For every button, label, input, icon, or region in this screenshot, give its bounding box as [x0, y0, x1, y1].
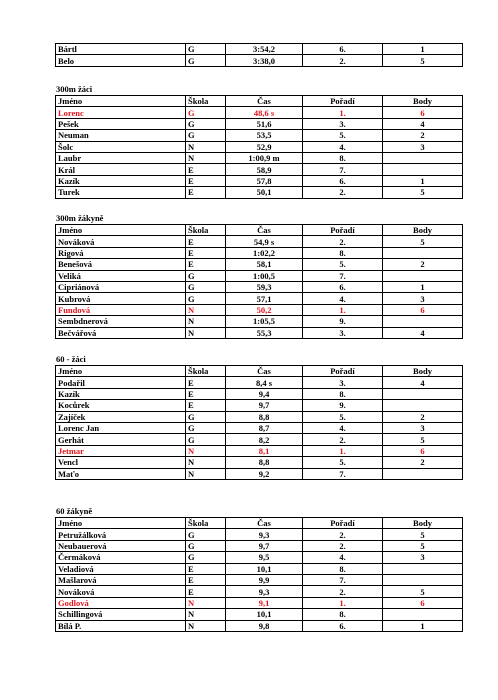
cell-time: 9,3	[226, 586, 303, 597]
cell-name: Sembdnerová	[56, 316, 186, 327]
cell-rank: 8.	[303, 247, 383, 258]
cell-school: E	[186, 388, 226, 399]
cell-time: 1:02,2	[226, 247, 303, 258]
column-header-time: Čas	[226, 518, 303, 529]
cell-rank: 8.	[303, 152, 383, 163]
cell-time: 59,3	[226, 281, 303, 292]
table-row	[56, 247, 463, 258]
section-60m-boys	[55, 353, 463, 480]
cell-school: E	[186, 574, 226, 585]
table-row	[56, 236, 463, 247]
cell-name: Kazík	[56, 175, 186, 186]
column-header-time: Čas	[226, 366, 303, 377]
table-row	[56, 445, 463, 456]
column-header-rank: Pořadí	[303, 518, 383, 529]
cell-rank: 4.	[303, 141, 383, 152]
cell-rank: 7.	[303, 270, 383, 281]
cell-school: N	[186, 304, 226, 315]
section-title: 60 - žáci	[56, 354, 86, 364]
cell-name: Lorenc Jan	[56, 422, 186, 433]
cell-time: 9,7	[226, 540, 303, 551]
table-row	[56, 44, 463, 55]
cell-time: 53,5	[226, 130, 303, 141]
section-title: 60 žákyně	[56, 506, 93, 516]
cell-name: Laubr	[56, 152, 186, 163]
cell-school: N	[186, 316, 226, 327]
table-header-row	[56, 225, 463, 236]
cell-school: G	[186, 44, 226, 55]
column-header-school: Škola	[186, 518, 226, 529]
cell-school: G	[186, 270, 226, 281]
cell-school: N	[186, 327, 226, 338]
cell-name: Neuman	[56, 130, 186, 141]
cell-name: Gerhát	[56, 434, 186, 445]
cell-name: Fundová	[56, 304, 186, 315]
table-row	[56, 316, 463, 327]
cell-points: 6	[383, 445, 463, 456]
cell-rank: 6.	[303, 620, 383, 631]
cell-time: 10,1	[226, 563, 303, 574]
cell-points: 5	[383, 434, 463, 445]
cell-school: E	[186, 586, 226, 597]
cell-points: 6	[383, 304, 463, 315]
results-table	[55, 517, 463, 632]
cell-name: Král	[56, 164, 186, 175]
cell-school: N	[186, 445, 226, 456]
cell-name: Kubrová	[56, 293, 186, 304]
cell-time: 9,8	[226, 620, 303, 631]
cell-name: Bečvářová	[56, 327, 186, 338]
table-header-row	[56, 96, 463, 107]
cell-school: E	[186, 563, 226, 574]
cell-points: 2	[383, 130, 463, 141]
table-row	[56, 107, 463, 118]
column-header-points: Body	[383, 96, 463, 107]
cell-name: Veliká	[56, 270, 186, 281]
column-header-points: Body	[383, 225, 463, 236]
cell-school: N	[186, 597, 226, 608]
table-row	[56, 304, 463, 315]
cell-school: G	[186, 281, 226, 292]
table-row	[56, 540, 463, 551]
cell-time: 8,8	[226, 411, 303, 422]
cell-points	[383, 563, 463, 574]
cell-points	[383, 468, 463, 479]
table-row	[56, 377, 463, 388]
cell-points: 5	[383, 187, 463, 198]
table-row	[56, 552, 463, 563]
column-header-school: Škola	[186, 96, 226, 107]
section-300m-girls	[55, 212, 463, 339]
cell-school: N	[186, 457, 226, 468]
cell-time: 57,1	[226, 293, 303, 304]
cell-points: 3	[383, 422, 463, 433]
cell-points	[383, 574, 463, 585]
cell-rank: 1.	[303, 445, 383, 456]
table-row	[56, 327, 463, 338]
cell-points: 4	[383, 377, 463, 388]
column-header-rank: Pořadí	[303, 225, 383, 236]
cell-rank: 9.	[303, 316, 383, 327]
table-row	[56, 141, 463, 152]
cell-name: Neubauerová	[56, 540, 186, 551]
table-row	[56, 434, 463, 445]
cell-rank: 2.	[303, 540, 383, 551]
cell-rank: 2.	[303, 55, 383, 66]
cell-points: 5	[383, 55, 463, 66]
cell-time: 9,3	[226, 529, 303, 540]
cell-school: G	[186, 130, 226, 141]
section-title: 300m žáci	[56, 84, 93, 94]
results-table	[55, 95, 463, 199]
cell-school: E	[186, 377, 226, 388]
cell-rank: 4.	[303, 293, 383, 304]
cell-points	[383, 164, 463, 175]
cell-time: 50,1	[226, 187, 303, 198]
cell-rank: 6.	[303, 44, 383, 55]
cell-rank: 6.	[303, 281, 383, 292]
cell-school: G	[186, 529, 226, 540]
cell-points	[383, 152, 463, 163]
cell-school: G	[186, 552, 226, 563]
cell-points	[383, 316, 463, 327]
cell-name: Nováková	[56, 236, 186, 247]
cell-name: Šolc	[56, 141, 186, 152]
cell-rank: 3.	[303, 377, 383, 388]
cell-rank: 3.	[303, 118, 383, 129]
cell-name: Zajíček	[56, 411, 186, 422]
cell-name: Jetmar	[56, 445, 186, 456]
cell-name: Vencl	[56, 457, 186, 468]
cell-rank: 5.	[303, 259, 383, 270]
cell-points: 4	[383, 118, 463, 129]
cell-school: N	[186, 620, 226, 631]
cell-points: 2	[383, 411, 463, 422]
cell-name: Maťo	[56, 468, 186, 479]
cell-name: Bártl	[56, 44, 186, 55]
cell-name: Čermáková	[56, 552, 186, 563]
cell-points	[383, 247, 463, 258]
section-1500m-continuation	[55, 43, 463, 67]
table-header-row	[56, 366, 463, 377]
cell-points	[383, 400, 463, 411]
cell-points: 6	[383, 107, 463, 118]
cell-school: E	[186, 247, 226, 258]
cell-name: Turek	[56, 187, 186, 198]
table-row	[56, 411, 463, 422]
cell-points: 2	[383, 259, 463, 270]
table-row	[56, 388, 463, 399]
cell-time: 55,3	[226, 327, 303, 338]
cell-points	[383, 609, 463, 620]
cell-school: G	[186, 118, 226, 129]
cell-school: N	[186, 468, 226, 479]
cell-points	[383, 388, 463, 399]
cell-rank: 1.	[303, 304, 383, 315]
cell-points	[383, 270, 463, 281]
cell-rank: 1.	[303, 597, 383, 608]
cell-rank: 2.	[303, 236, 383, 247]
cell-name: Mašlarová	[56, 574, 186, 585]
cell-points: 3	[383, 293, 463, 304]
results-table	[55, 365, 463, 480]
cell-school: E	[186, 187, 226, 198]
cell-rank: 2.	[303, 434, 383, 445]
table-row	[56, 259, 463, 270]
table-row	[56, 270, 463, 281]
cell-points: 5	[383, 540, 463, 551]
cell-rank: 7.	[303, 574, 383, 585]
cell-points: 4	[383, 327, 463, 338]
cell-rank: 8.	[303, 563, 383, 574]
cell-rank: 5.	[303, 130, 383, 141]
cell-rank: 1.	[303, 107, 383, 118]
cell-time: 48,6 s	[226, 107, 303, 118]
cell-school: G	[186, 107, 226, 118]
column-header-school: Škola	[186, 225, 226, 236]
table-row	[56, 457, 463, 468]
cell-points: 1	[383, 44, 463, 55]
cell-name: Lorenc	[56, 107, 186, 118]
cell-points: 6	[383, 597, 463, 608]
cell-school: G	[186, 422, 226, 433]
cell-rank: 8.	[303, 609, 383, 620]
cell-name: Kazík	[56, 388, 186, 399]
cell-school: N	[186, 609, 226, 620]
column-header-time: Čas	[226, 96, 303, 107]
table-row	[56, 597, 463, 608]
column-header-points: Body	[383, 518, 463, 529]
cell-time: 8,7	[226, 422, 303, 433]
cell-points: 5	[383, 236, 463, 247]
cell-time: 9,7	[226, 400, 303, 411]
cell-school: G	[186, 55, 226, 66]
cell-time: 51,6	[226, 118, 303, 129]
cell-rank: 7.	[303, 468, 383, 479]
cell-time: 10,1	[226, 609, 303, 620]
cell-school: G	[186, 540, 226, 551]
cell-rank: 2.	[303, 529, 383, 540]
column-header-points: Body	[383, 366, 463, 377]
table-row	[56, 175, 463, 186]
table-row	[56, 529, 463, 540]
cell-time: 3:38,0	[226, 55, 303, 66]
table-row	[56, 281, 463, 292]
cell-name: Cipriánová	[56, 281, 186, 292]
results-table	[55, 43, 463, 67]
cell-rank: 6.	[303, 175, 383, 186]
cell-points: 1	[383, 281, 463, 292]
cell-school: G	[186, 411, 226, 422]
cell-time: 9,9	[226, 574, 303, 585]
cell-name: Veladiová	[56, 563, 186, 574]
cell-points: 2	[383, 457, 463, 468]
cell-school: E	[186, 175, 226, 186]
cell-time: 52,9	[226, 141, 303, 152]
cell-time: 8,4 s	[226, 377, 303, 388]
cell-rank: 5.	[303, 411, 383, 422]
cell-time: 1:00,5	[226, 270, 303, 281]
results-table	[55, 224, 463, 339]
section-300m-boys	[55, 83, 463, 199]
cell-time: 8,2	[226, 434, 303, 445]
table-row	[56, 164, 463, 175]
cell-points: 3	[383, 141, 463, 152]
cell-name: Nováková	[56, 586, 186, 597]
cell-school: E	[186, 236, 226, 247]
cell-time: 8,8	[226, 457, 303, 468]
cell-time: 1:00,9 m	[226, 152, 303, 163]
section-title: 300m žákyně	[56, 213, 104, 223]
table-row	[56, 586, 463, 597]
table-row	[56, 574, 463, 585]
table-row	[56, 563, 463, 574]
cell-time: 50,2	[226, 304, 303, 315]
cell-school: N	[186, 152, 226, 163]
cell-rank: 3.	[303, 327, 383, 338]
cell-time: 8,1	[226, 445, 303, 456]
cell-rank: 2.	[303, 586, 383, 597]
cell-time: 1:05,5	[226, 316, 303, 327]
cell-points: 5	[383, 586, 463, 597]
cell-rank: 2.	[303, 187, 383, 198]
cell-name: Belo	[56, 55, 186, 66]
column-header-rank: Pořadí	[303, 96, 383, 107]
cell-name: Kocůrek	[56, 400, 186, 411]
cell-rank: 4.	[303, 422, 383, 433]
cell-name: Rigová	[56, 247, 186, 258]
column-header-name: Jméno	[56, 518, 186, 529]
table-row	[56, 620, 463, 631]
cell-name: Petružálková	[56, 529, 186, 540]
cell-points: 1	[383, 620, 463, 631]
cell-rank: 7.	[303, 164, 383, 175]
cell-school: E	[186, 259, 226, 270]
cell-school: E	[186, 164, 226, 175]
cell-rank: 9.	[303, 400, 383, 411]
column-header-name: Jméno	[56, 96, 186, 107]
cell-name: Benešová	[56, 259, 186, 270]
table-row	[56, 118, 463, 129]
column-header-rank: Pořadí	[303, 366, 383, 377]
cell-school: N	[186, 141, 226, 152]
cell-name: Podařil	[56, 377, 186, 388]
cell-school: G	[186, 434, 226, 445]
table-row	[56, 293, 463, 304]
cell-name: Schillingová	[56, 609, 186, 620]
cell-name: Pešek	[56, 118, 186, 129]
cell-name: Bílá P.	[56, 620, 186, 631]
cell-school: E	[186, 400, 226, 411]
table-row	[56, 187, 463, 198]
table-header-row	[56, 518, 463, 529]
cell-school: G	[186, 293, 226, 304]
column-header-name: Jméno	[56, 366, 186, 377]
cell-rank: 5.	[303, 457, 383, 468]
table-row	[56, 400, 463, 411]
section-60m-girls	[55, 505, 463, 632]
cell-time: 3:54,2	[226, 44, 303, 55]
column-header-school: Škola	[186, 366, 226, 377]
column-header-name: Jméno	[56, 225, 186, 236]
cell-points: 5	[383, 529, 463, 540]
cell-rank: 8.	[303, 388, 383, 399]
table-row	[56, 152, 463, 163]
table-row	[56, 609, 463, 620]
cell-rank: 4.	[303, 552, 383, 563]
cell-time: 58,1	[226, 259, 303, 270]
cell-time: 9,4	[226, 388, 303, 399]
table-row	[56, 422, 463, 433]
table-row	[56, 468, 463, 479]
cell-time: 9,5	[226, 552, 303, 563]
column-header-time: Čas	[226, 225, 303, 236]
cell-time: 54,9 s	[226, 236, 303, 247]
table-row	[56, 55, 463, 66]
cell-points: 3	[383, 552, 463, 563]
cell-time: 58,9	[226, 164, 303, 175]
table-row	[56, 130, 463, 141]
cell-time: 9,2	[226, 468, 303, 479]
cell-time: 57,8	[226, 175, 303, 186]
cell-name: Godlová	[56, 597, 186, 608]
cell-time: 9,1	[226, 597, 303, 608]
cell-points: 1	[383, 175, 463, 186]
